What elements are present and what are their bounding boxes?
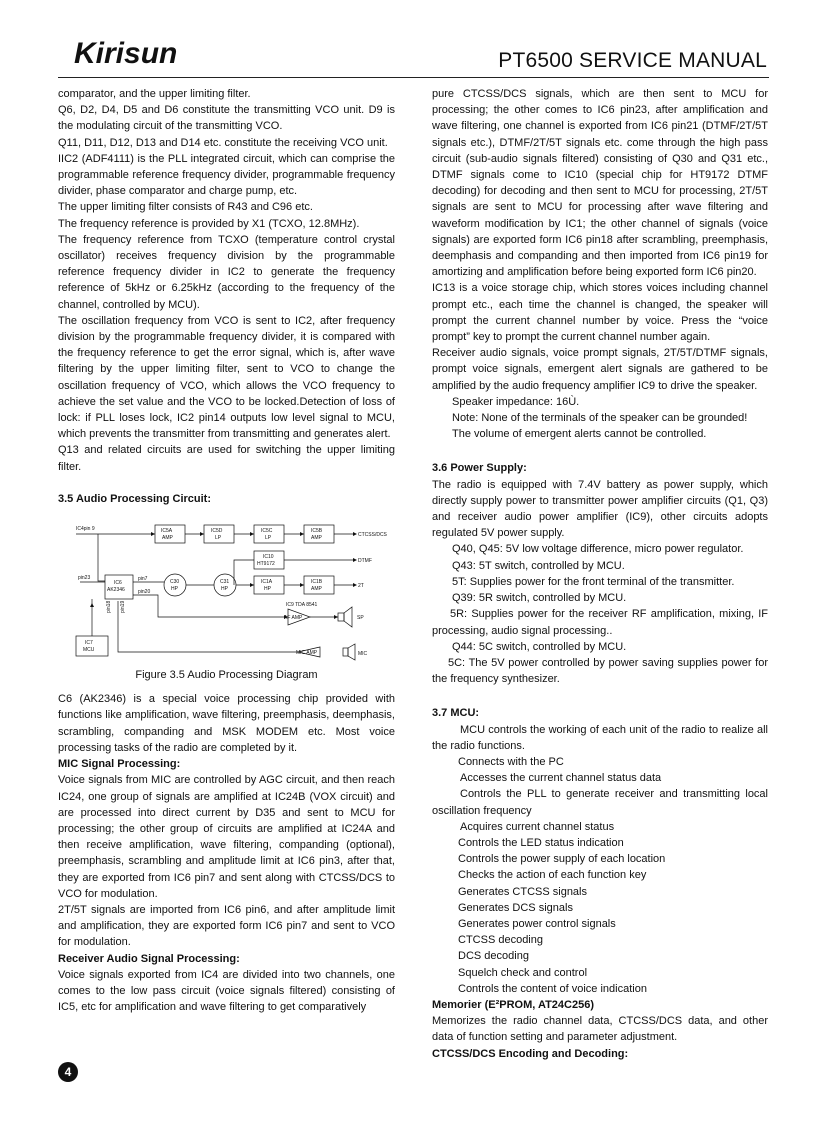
section-heading-3-7: 3.7 MCU: (432, 707, 480, 720)
label-ic5d-2: LP (215, 535, 222, 542)
label-pin23: pin23 (78, 575, 91, 582)
mcu-function: Squelch check and control (458, 966, 588, 979)
label-ic5a-2: AMP (162, 535, 173, 542)
paragraph: Note: None of the terminals of the speaker can be grounded! (452, 412, 748, 425)
label-pin19: pin19 (120, 600, 126, 614)
label-ic4pin9: IC4pin 9 (76, 526, 95, 533)
mcu-function: Accesses the current channel status data (460, 772, 662, 785)
label-c30-1: C30 (170, 579, 180, 586)
right-column (432, 86, 768, 1062)
power-item: 5C: The 5V power controlled by power saving supplies power for the frequency synthesizer. (432, 656, 768, 686)
paragraph: The oscillation frequency from VCO is sent to IC2, after frequency division by the programmable frequency divider, it is compared with the frequency reference to get the error signal, which is, after wave filtering by the upper limiting filter, sent to VCO to change the oscillation frequency of VCO, which allows the VCO frequency to achieve the set value and the VCO to be locked.Detection of loss of lock: if PLL loses lock, IC2 pin14 outputs low level signal to MCU, which prevents the transmitter from transmitting and generates alert. (58, 314, 395, 441)
paragraph: Receiver audio signals, voice prompt signals, 2T/5T/DTMF signals, prompt voice signals, emergent alert signals are gathered to be amplified by the audio frequency amplifier IC9 to drive the speaker. (432, 347, 768, 392)
power-item: 5R: Supplies power for the receiver RF amplification, mixing, IF processing, audio signal processing.. (432, 608, 768, 637)
label-mic: MIC (358, 651, 368, 658)
paragraph: The volume of emergent alerts cannot be controlled. (452, 428, 707, 441)
mcu-function: CTCSS decoding (458, 934, 543, 947)
label-ic9: IC9 TDA 8541 (286, 602, 318, 609)
mcu-function: Controls the LED status indication (458, 836, 624, 849)
subheading-receiver-audio: Receiver Audio Signal Processing: (58, 952, 240, 965)
speaker-body (338, 613, 344, 621)
block-c30 (164, 574, 186, 596)
paragraph: Q6, D2, D4, D5 and D6 constitute the transmitting VCO unit. D9 is the modulating circuit of the transmitting VCO. (58, 104, 395, 133)
paragraph: pure CTCSS/DCS signals, which are then sent to MCU for processing; the other comes to IC6 pin23, after amplification and wave filtering, one channel is exported from IC6 pin21 (DTMF/2T/5T signals etc.), DTMF/2T/5T signals etc. come through the high pass circuit (sub-audio signals filtered) consisting of Q30 and Q31 etc., DTMF signals come to IC10 (special chip for HT9172 DTMF decoding) for decoding and then sent to MCU for processing, 2T/5T signals are sent to MCU for processing after wave filtering and waveform modification by IC1; the other channel of signals (voice signals) are exported form IC6 pin18 after scrambling, preemphasis, deemphasis and companding and then imported from IC6 pin19 for amortizing and amplification before being exported form IC6 pin20. (432, 88, 768, 279)
mcu-function: Generates DCS signals (458, 901, 573, 914)
mcu-function: Controls the PLL to generate receiver and transmitting local oscillation frequency (432, 788, 768, 817)
section-heading-3-5: 3.5 Audio Processing Circuit: (58, 492, 212, 505)
paragraph: MCU controls the working of each unit of the radio to realize all the radio functions. (432, 723, 768, 752)
label-ctcss-out: CTCSS/DCS (358, 532, 387, 539)
section-heading-3-6: 3.6 Power Supply: (432, 462, 527, 475)
paragraph: The upper limiting filter consists of R43 and C96 etc. (58, 201, 313, 214)
document-title: PT6500 SERVICE MANUAL (498, 49, 767, 72)
page-number: 4 (58, 1062, 78, 1082)
power-item: Q39: 5R switch, controlled by MCU. (452, 592, 627, 605)
mcu-function: Acquires current channel status (460, 820, 615, 833)
paragraph: The radio is equipped with 7.4V battery as power supply, which directly supply power to transmitter power amplifier circuits (Q1, Q3) and receiver audio power amplifier (IC9), other circuits adopts regulated 5V power supply. (432, 478, 768, 540)
paragraph: Q11, D11, D12, D13 and D14 etc. constitute the receiving VCO unit. (58, 136, 388, 149)
paragraph: Speaker impedance: 16Ù. (452, 395, 580, 408)
mcu-function: Connects with the PC (458, 755, 564, 768)
label-c31-1: C31 (220, 579, 230, 586)
label-ic5b-2: AMP (311, 535, 322, 542)
paragraph: Voice signals from MIC are controlled by AGC circuit, and then reach IC24, one group of signals are amplified at IC24B (VOX circuit) and are processed into direct current by D35 and sent to MCU for processing; the other group of circuits are amplified at IC24A and then receive amplification, wave filtering, companding (optional), preemphasis, scrambling and amplitude limit at IC6 pin3, after that, they are exported from IC6 pin7 and sent along with CTCSS/DCS to VCO for modulation. (58, 774, 395, 900)
paragraph: The frequency reference from TCXO (temperature control crystal oscillator) receives frequency division by the programmable reference frequency divider in IC2 to generate the frequency reference of 5kHz or 6.25kHz (according to the frequency of the channel, controlled by MCU). (58, 233, 395, 311)
paragraph: comparator, and the upper limiting filter. (58, 88, 251, 100)
power-item: 5T: Supplies power for the front terminal of the transmitter. (452, 575, 735, 588)
label-ic1a-1: IC1A (261, 579, 273, 586)
paragraph: IC13 is a voice storage chip, which stores voices including channel prompt etc., each time the channel is changed, the speaker will prompt the current channel number by voice. Press the “voice prompt” key to prompt the current channel number again. (432, 282, 768, 344)
mcu-function: Controls the content of voice indication (458, 982, 647, 995)
label-ic1b-2: AMP (311, 586, 322, 593)
paragraph: Voice signals exported from IC4 are divided into two channels, one comes to the low pass circuit (voice signals filtered) consisting of IC5, etc for amplification and wave filtering to get comparatively (58, 968, 395, 1014)
figure-caption: Figure 3.5 Audio Processing Diagram (135, 669, 318, 682)
label-ic6-1: IC6 (114, 580, 122, 587)
block-c31 (214, 574, 236, 596)
speaker-cone (344, 607, 352, 627)
mic-head (348, 644, 355, 660)
mcu-function: DCS decoding (458, 950, 529, 963)
label-af-amp: AF AMP (284, 615, 303, 622)
kirisun-logo (72, 36, 212, 70)
label-dtmf-out: DTMF (358, 558, 372, 565)
label-ic10-1: IC10 (263, 554, 274, 561)
label-pin20: pin20 (138, 589, 151, 596)
subheading-memory: Memorier (E²PROM, AT24C256) (432, 998, 594, 1011)
logo-text: Kirisun (74, 37, 178, 70)
label-ic5b-1: IC5B (311, 528, 323, 535)
label-ic5a-1: IC5A (161, 528, 173, 535)
paragraph: IIC2 (ADF4111) is the PLL integrated circuit, which can comprise the programmable reference frequency divider, programmable frequency divider, phase comparator and charge pump, etc. (58, 152, 395, 198)
left-column (58, 86, 395, 1015)
label-ic1b-1: IC1B (311, 579, 323, 586)
label-sp: SP (357, 615, 364, 622)
mcu-function: Controls the power supply of each location (458, 853, 666, 866)
paragraph: C6 (AK2346) is a special voice processing chip provided with functions like amplification, wave filtering, preemphasis, deemphasis, scrambling, companding and MSK MODEM etc. Most voice processing tasks of the radio are completed by it. (58, 693, 395, 754)
subheading-mic: MIC Signal Processing: (58, 758, 181, 771)
subheading-ctcss-dcs: CTCSS/DCS Encoding and Decoding: (432, 1047, 629, 1060)
label-pin18: pin18 (106, 600, 112, 614)
label-ic1a-2: HP (264, 586, 271, 593)
label-ic5d-1: IC5D (211, 528, 223, 535)
label-mic-amp: MIC AMP (296, 650, 318, 657)
power-item: Q43: 5T switch, controlled by MCU. (452, 559, 625, 572)
label-ic7-1: IC7 (85, 640, 93, 647)
power-item: Q44: 5C switch, controlled by MCU. (452, 640, 627, 653)
label-ic6-2: AK2346 (107, 587, 125, 594)
paragraph: The frequency reference is provided by X1 (TCXO, 12.8MHz). (58, 217, 360, 230)
label-ic5c-1: IC5C (261, 528, 273, 535)
audio-processing-diagram (58, 517, 395, 667)
label-c30-2: HP (171, 586, 178, 593)
label-ic10-2: HT9172 (257, 561, 275, 568)
paragraph: Memorizes the radio channel data, CTCSS/DCS data, and other data of function setting and parameter adjustment. (432, 1015, 768, 1044)
paragraph: 2T/5T signals are imported from IC6 pin6, and after amplitude limit and amplification, they are exported form IC6 pin7 and sent to VCO for modulation. (58, 903, 395, 949)
power-item: Q40, Q45: 5V low voltage difference, micro power regulator. (452, 543, 744, 556)
diagram-svg (58, 517, 395, 667)
mcu-function: Generates power control signals (458, 917, 616, 930)
mcu-function: Checks the action of each function key (458, 869, 647, 882)
label-ic7-2: MCU (83, 647, 95, 654)
label-2t-out: 2T (358, 583, 364, 590)
label-c31-2: HP (221, 586, 228, 593)
block-ic7 (76, 636, 108, 656)
paragraph: Q13 and related circuits are used for switching the upper limiting filter. (58, 444, 395, 473)
header-rule (58, 77, 769, 78)
mcu-function: Generates CTCSS signals (458, 885, 587, 898)
mic-body (343, 648, 348, 656)
label-ic5c-2: LP (265, 535, 272, 542)
label-pin7: pin7 (138, 576, 148, 583)
